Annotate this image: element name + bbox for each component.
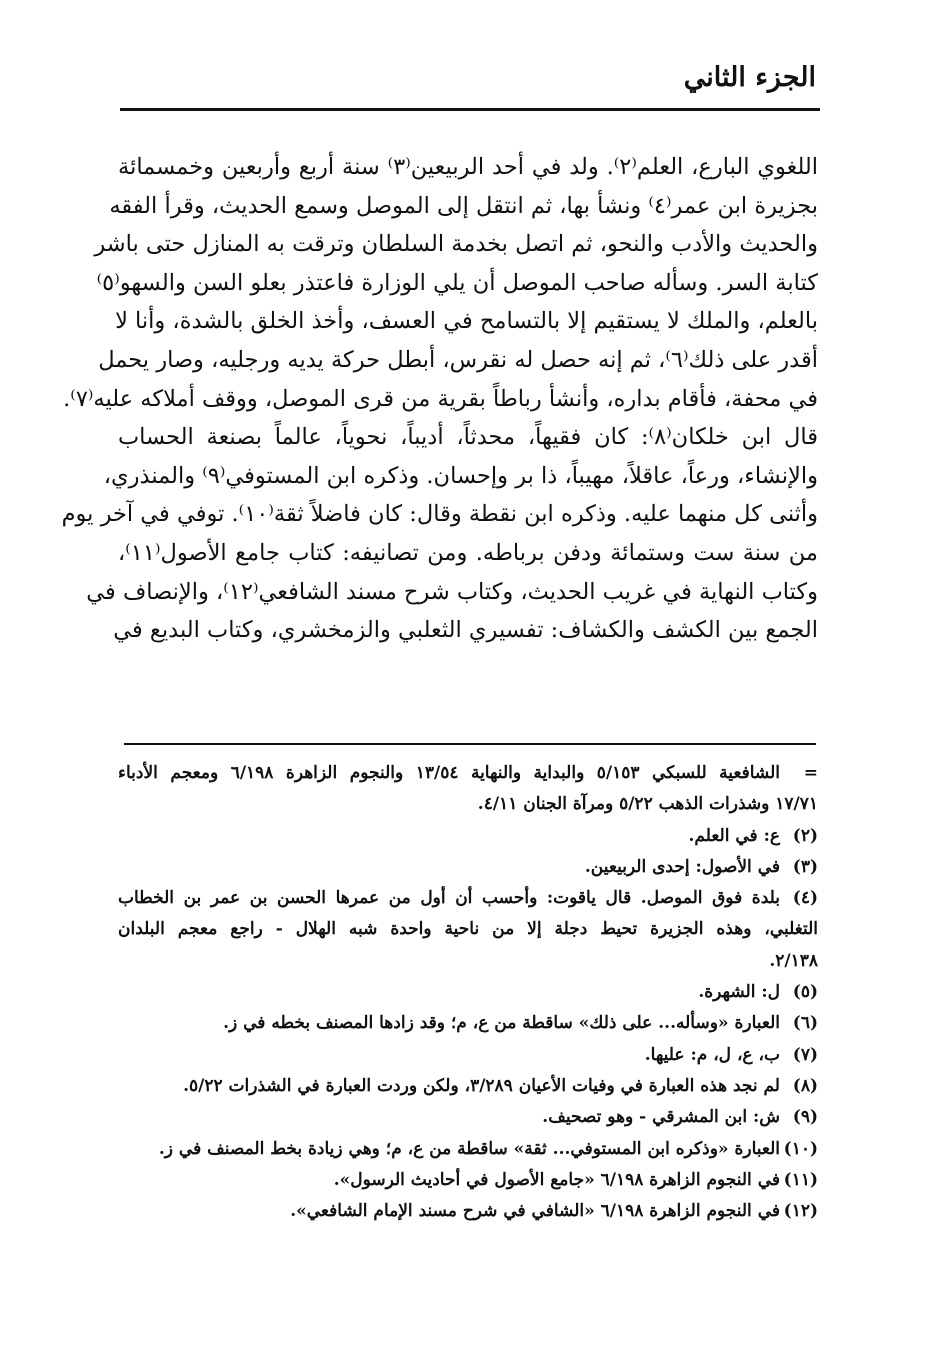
footnote-text: ١٧/٧١ وشذرات الذهب ٥/٢٢ ومرآة الجنان ٤/١١. [477,794,818,815]
footnote-text: ٢/١٣٨. [769,950,818,971]
footnote-line [118,1071,818,1102]
footnote-number: (٦) [792,1013,818,1034]
footnote-line [118,1040,818,1071]
footnote-text: التغلبي، وهذه الجزيرة تحيط دجلة إلا من ناحية واحدة شبه الهلال - راجع معجم البلدان [118,919,818,940]
footnote-text: الشافعية للسبكي ٥/١٥٣ والبداية والنهاية ١٣/٥٤ والنجوم الزاهرة ٦/١٩٨ ومعجم الأدباء [118,763,780,783]
body-line: كتابة السر. وسأله صاحب الموصل أن يلي الوزارة فاعتذر بعلو السن والسهو⁽٥⁾ [96,269,818,296]
main-text [61,148,819,650]
footnote-number: (١٢) [783,1201,818,1222]
footnote-line [118,977,818,1008]
footnote-text: بلدة فوق الموصل. قال ياقوت: وأحسب أن أول من عمرها الحسن بن عمر بن الخطاب [118,888,780,909]
footnote-text: ل: الشهرة. [698,982,780,1003]
footnote-line [118,852,818,883]
body-line: والحديث والأدب والنحو، ثم اتصل بخدمة السلطان وترقت به المنازل حتى باشر [94,231,818,258]
footnote-number: (٣) [792,856,818,877]
body-line: الجمع بين الكشف والكشاف: تفسيري الثعلبي والزمخشري، وكتاب البديع في [113,617,818,644]
footnotes [118,758,818,1227]
footnote-line [118,1165,818,1196]
footnote-line [118,1134,818,1165]
footnote-line [118,1102,818,1133]
footnote-text: ش: ابن المشرقي - وهو تصحيف. [542,1107,780,1128]
body-line: في محفة، فأقام بداره، وأنشأ رباطاً بقرية من قرى الموصل، ووقف أملاكه عليه⁽٧⁾. [63,385,818,412]
footnote-line [118,789,818,820]
running-head: الجزء الثاني [683,62,816,93]
body-line: أقدر على ذلك⁽٦⁾، ثم إنه حصل له نقرس، أبطل حركة يديه ورجليه، وصار يحمل [98,346,818,373]
footnote-text: في النجوم الزاهرة ٦/١٩٨ «جامع الأصول في أحاديث الرسول». [333,1169,780,1190]
footnote-text: العبارة «وذكره ابن المستوفي... ثقة» ساقطة من ع، م؛ وهي زيادة بخط المصنف في ز. [158,1138,780,1159]
body-line: وكتاب النهاية في غريب الحديث، وكتاب شرح مسند الشافعي⁽١٢⁾، والإنصاف في [86,578,818,605]
footnote-line [118,821,818,852]
footnote-line [118,883,818,914]
footnote-number: (١١) [783,1169,818,1190]
footnote-number: (٩) [792,1107,818,1128]
body-line: بجزيرة ابن عمر⁽٤⁾ ونشأ بها، ثم انتقل إلى الموصل وسمع الحديث، وقرأ الفقه [109,192,818,219]
footnote-number: (٧) [792,1044,818,1065]
footnote-text: العبارة «وسأله... على ذلك» ساقطة من ع، م؛ وقد زادها المصنف بخطه في ز. [223,1013,780,1034]
footnote-number: = [803,763,818,783]
footnote-rule [124,743,816,745]
body-line: وأثنى كل منهما عليه. وذكره ابن نقطة وقال: كان فاضلاً ثقة⁽١٠⁾. توفي في آخر يوم [61,501,818,528]
footnote-number: (٨) [792,1075,818,1096]
footnote-text: في النجوم الزاهرة ٦/١٩٨ «الشافي في شرح مسند الإمام الشافعي». [290,1201,780,1222]
footnote-number: (٥) [792,982,818,1003]
footnote-number: (٤) [792,888,818,909]
body-line: اللغوي البارع، العلم⁽٢⁾. ولد في أحد الربيعين⁽٣⁾ سنة أربع وأربعين وخمسمائة [118,154,818,180]
footnote-number: (٢) [792,825,818,846]
footnote-line [118,758,818,789]
body-line: بالعلم، والملك لا يستقيم إلا بالتسامح في العسف، وأخذ الخلق بالشدة، وأنا لا [115,308,818,335]
header-rule [120,108,820,111]
body-line: من سنة ست وستمائة ودفن برباطه. ومن تصانيفه: كتاب جامع الأصول⁽١١⁾، [118,539,818,566]
footnote-text: في الأصول: إحدى الربيعين. [584,856,780,877]
footnote-text: ب، ع، ل، م: عليها. [644,1044,780,1065]
body-line: والإنشاء، ورعاً، عاقلاً، مهيباً، ذا بر وإحسان. وذكره ابن المستوفي⁽٩⁾ والمنذري، [103,462,818,489]
footnote-line [118,1008,818,1039]
body-line: قال ابن خلكان⁽٨⁾: كان فقيهاً، محدثاً، أديباً، نحوياً، عالماً بصنعة الحساب [118,424,819,451]
footnote-line [118,946,818,977]
footnote-line [118,914,818,945]
footnote-line [118,1196,818,1227]
footnote-number: (١٠) [783,1138,818,1159]
footnote-text: ع: في العلم. [688,825,780,846]
footnote-text: لم نجد هذه العبارة في وفيات الأعيان ٣/٢٨٩، ولكن وردت العبارة في الشذرات ٥/٢٢. [183,1075,780,1096]
